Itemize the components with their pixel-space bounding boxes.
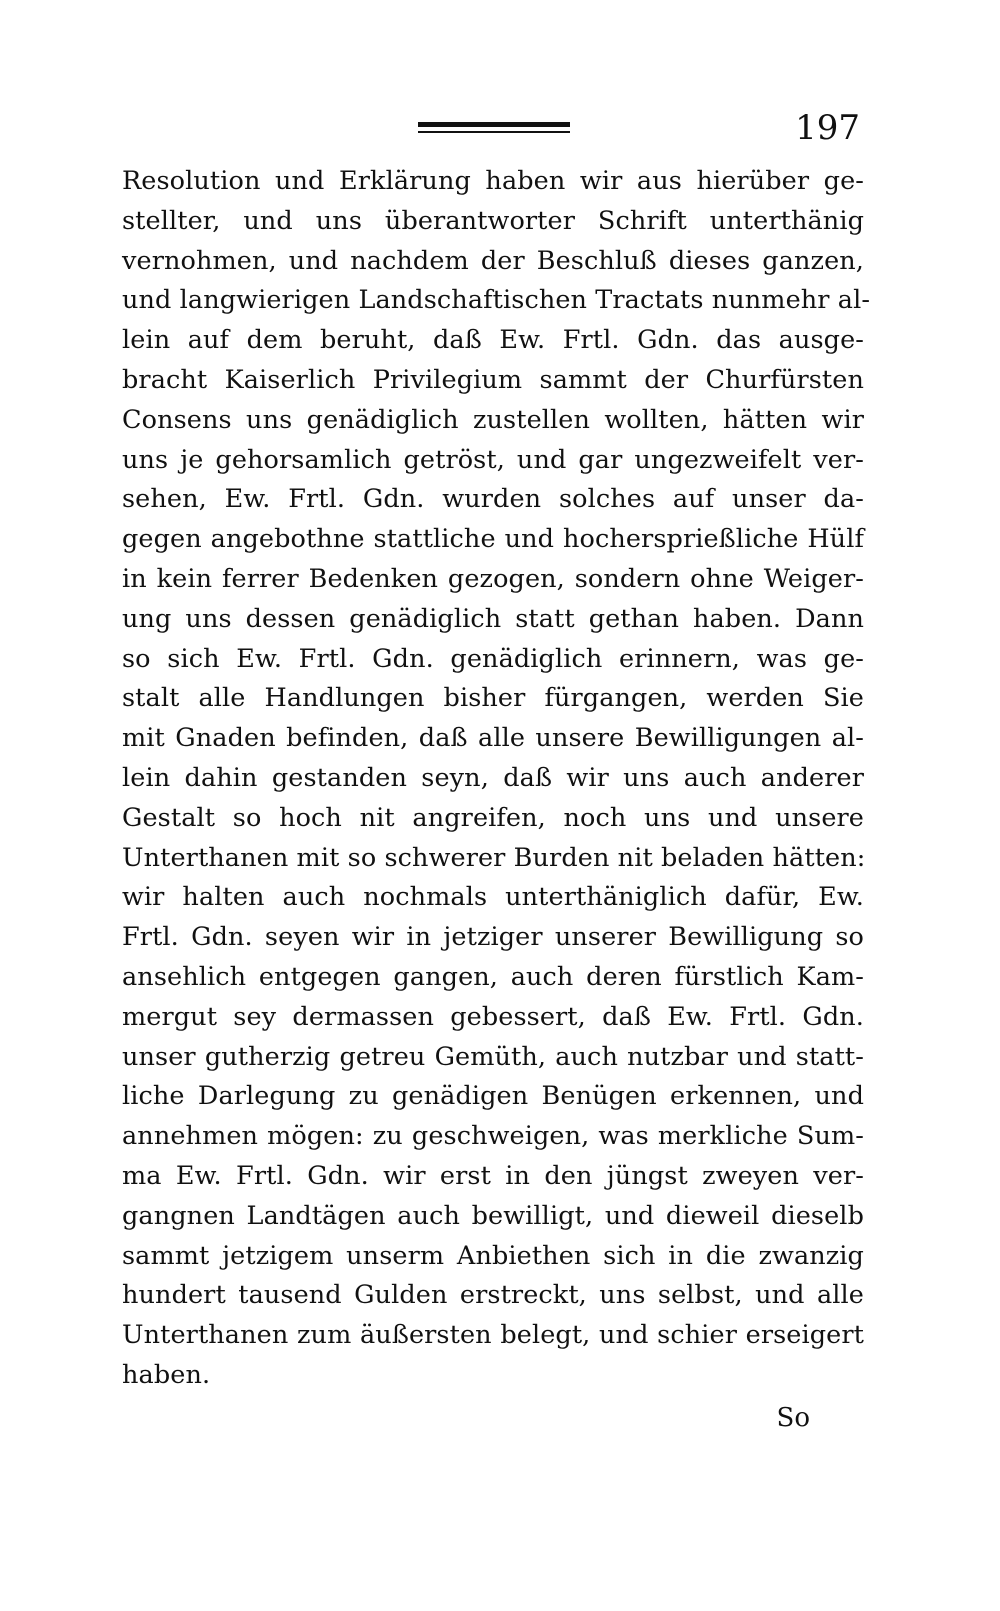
text-line: gangnen Landtägen auch bewilligt, und dieweil dieselb	[122, 1200, 864, 1231]
text-line: stellter, und uns überantworter Schrift unterthänig	[122, 205, 864, 236]
text-line: annehmen mögen: zu geschweigen, was merkliche Sum-	[122, 1121, 864, 1152]
text-line: haben.	[122, 1359, 211, 1390]
text-line: unser gutherzig getreu Gemüth, auch nutzbar und statt-	[122, 1041, 864, 1072]
text-line: ma Ew. Frtl. Gdn. wir erst in den jüngst zweyen ver-	[122, 1160, 864, 1191]
text-line: so sich Ew. Frtl. Gdn. genädiglich erinnern, was ge-	[122, 643, 864, 674]
page-number: 197	[795, 108, 860, 148]
body-text	[122, 162, 871, 1396]
text-line: gegen angebothne stattliche und hochersprießliche Hülf	[122, 524, 864, 555]
text-line: lein auf dem beruht, daß Ew. Frtl. Gdn. das ausge-	[122, 325, 864, 356]
text-line: und langwierigen Landschaftischen Tractats nunmehr al-	[122, 285, 871, 316]
text-line: Frtl. Gdn. seyen wir in jetziger unserer Bewilligung so	[122, 922, 864, 953]
text-line: mit Gnaden befinden, daß alle unsere Bewilligungen al-	[122, 723, 864, 754]
text-line: uns je gehorsamlich getröst, und gar ungezweifelt ver-	[122, 444, 864, 475]
header-rule-thin	[418, 131, 570, 133]
text-line: in kein ferrer Bedenken gezogen, sondern ohne Weiger-	[122, 563, 864, 594]
header-rule	[418, 122, 570, 134]
header-rule-thick	[418, 122, 570, 127]
text-line: bracht Kaiserlich Privilegium sammt der Churfürsten	[122, 364, 864, 395]
catchword: So	[776, 1403, 810, 1433]
text-line: Unterthanen mit so schwerer Burden nit beladen hätten:	[122, 842, 866, 873]
text-line: Resolution und Erklärung haben wir aus hierüber ge-	[122, 166, 864, 196]
text-line: mergut sey dermassen gebessert, daß Ew. Frtl. Gdn.	[122, 1001, 864, 1032]
text-line: Consens uns genädiglich zustellen wollten, hätten wir	[122, 404, 864, 435]
text-line: lein dahin gestanden seyn, daß wir uns auch anderer	[122, 762, 864, 793]
text-line: liche Darlegung zu genädigen Benügen erkennen, und	[122, 1081, 864, 1112]
text-line: hundert tausend Gulden erstreckt, uns selbst, und alle	[122, 1280, 864, 1311]
text-line: vernohmen, und nachdem der Beschluß dieses ganzen,	[122, 245, 864, 276]
text-line: ung uns dessen genädiglich statt gethan haben. Dann	[122, 603, 864, 634]
text-line: wir halten auch nochmals unterthäniglich dafür, Ew.	[122, 882, 864, 913]
text-line: sammt jetzigem unserm Anbiethen sich in die zwanzig	[122, 1240, 864, 1271]
text-line: stalt alle Handlungen bisher fürgangen, werden Sie	[122, 683, 864, 714]
text-line: ansehlich entgegen gangen, auch deren fürstlich Kam-	[122, 961, 864, 992]
text-line: sehen, Ew. Frtl. Gdn. wurden solches auf unser da-	[122, 484, 864, 515]
text-line: Gestalt so hoch nit angreifen, noch uns und unsere	[122, 802, 864, 833]
text-line: Unterthanen zum äußersten belegt, und schier erseigert	[122, 1320, 864, 1351]
